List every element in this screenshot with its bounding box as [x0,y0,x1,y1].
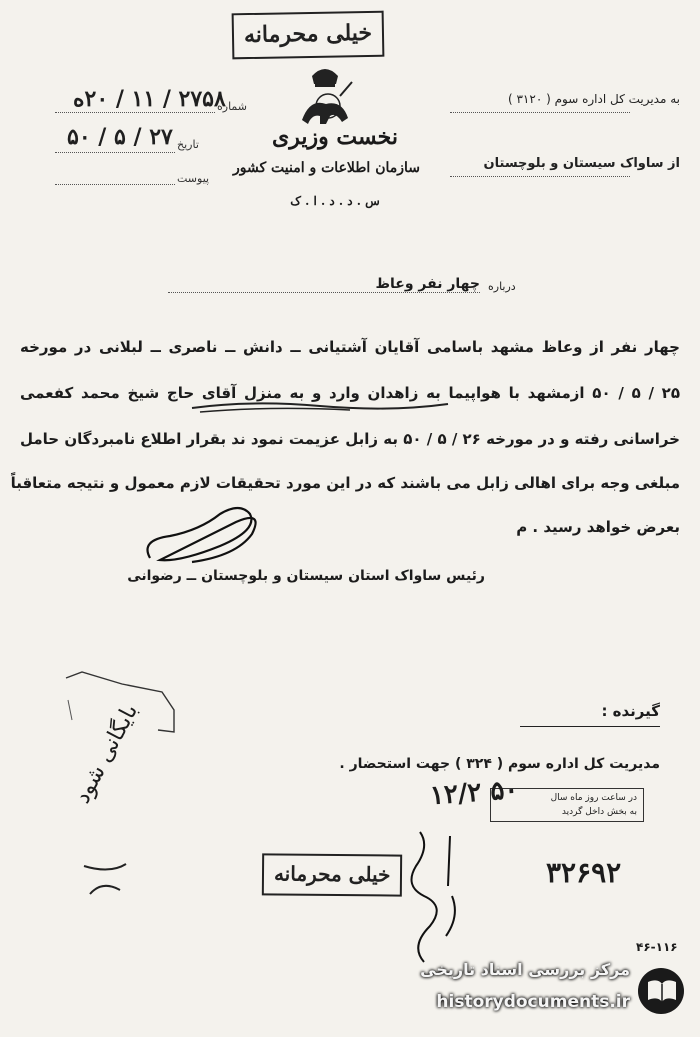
initials-scrawl-icon [390,826,480,966]
footer-url: historydocuments.ir [436,992,630,1012]
handwritten-number: ۳۲۶۹۲ [546,856,622,889]
handwritten-underline-icon [190,398,450,414]
meta-number-label: شماره [217,100,248,113]
body-line-4: مبلغی وجه برای اهالی زابل می باشند که در این مورد تحقیقات لازم معمول و نتیجه متعاقباً [10,474,680,492]
meta-attachment-label: پیوست [177,172,210,185]
recipients-line: مدیریت کل اداره سوم ( ۳۲۴ ) جهت استحضار . [339,756,660,772]
signature-scribble-icon [140,500,270,570]
body-line-1: چهار نفر از وعاظ مشهد باسامی آقایان آشتیانی ــ دانش ــ ناصری ــ لبلانی در مورخه [20,338,680,356]
to-line: به مدیریت کل اداره سوم ( ۳۱۲۰ ) [507,92,680,106]
footer-org: مرکز بررسی اسناد تاریخی [420,960,630,979]
emblem-code: س . د . د . ا . ک [290,194,380,208]
archive-logo-icon [636,966,686,1016]
meta-number-value: ۲۷۵۸ / ۱۱ / ۲۰ه [73,86,226,112]
lion-and-sun-emblem-icon [290,62,360,132]
meta-date-value: ۲۷ / ۵ / ۵۰ [67,124,173,150]
body-line-2: ۲۵ / ۵ / ۵۰ ازمشهد با هواپیما به زاهدان وارد و به منزل آقای حاج شیخ محمد کفعمی [20,384,680,402]
recipients-title: گیرنده : [601,702,660,720]
emblem-org: سازمان اطلاعات و امنیت کشور [233,160,420,176]
from-line: از ساواک سیستان و بلوچستان [483,156,680,171]
handwritten-date-scrawl: ۱۲/۲ ۵۰ [429,774,520,812]
subject-label: درباره [488,280,516,293]
margin-scribble-icon [80,860,130,900]
body-line-3: خراسانی رفته و در مورخه ۲۶ / ۵ / ۵۰ به زابل عزیمت نمود ند بقرار اطلاع نامبردگان حامل [20,430,680,448]
classification-stamp-bottom: خیلی محرمانه [262,853,403,896]
meta-date-label: تاریخ [177,138,199,151]
classification-stamp-top: خیلی محرمانه [232,11,385,60]
handwritten-margin-note: بایگانی شود [70,699,144,808]
received-line-1: در ساعت روز ماه سال [550,793,637,803]
body-line-5: بعرض خواهد رسید . م [516,518,680,536]
subject-value: چهار نفر وعاظ [375,276,480,292]
signature-line: رئیس ساواک استان سیستان و بلوچستان ــ رضوانی [127,568,485,584]
page-code: ۴۶-۱۱۶ [636,940,678,954]
emblem-title: نخست وزیری [272,124,398,150]
received-line-2: به بخش داخل گردید [561,807,637,817]
